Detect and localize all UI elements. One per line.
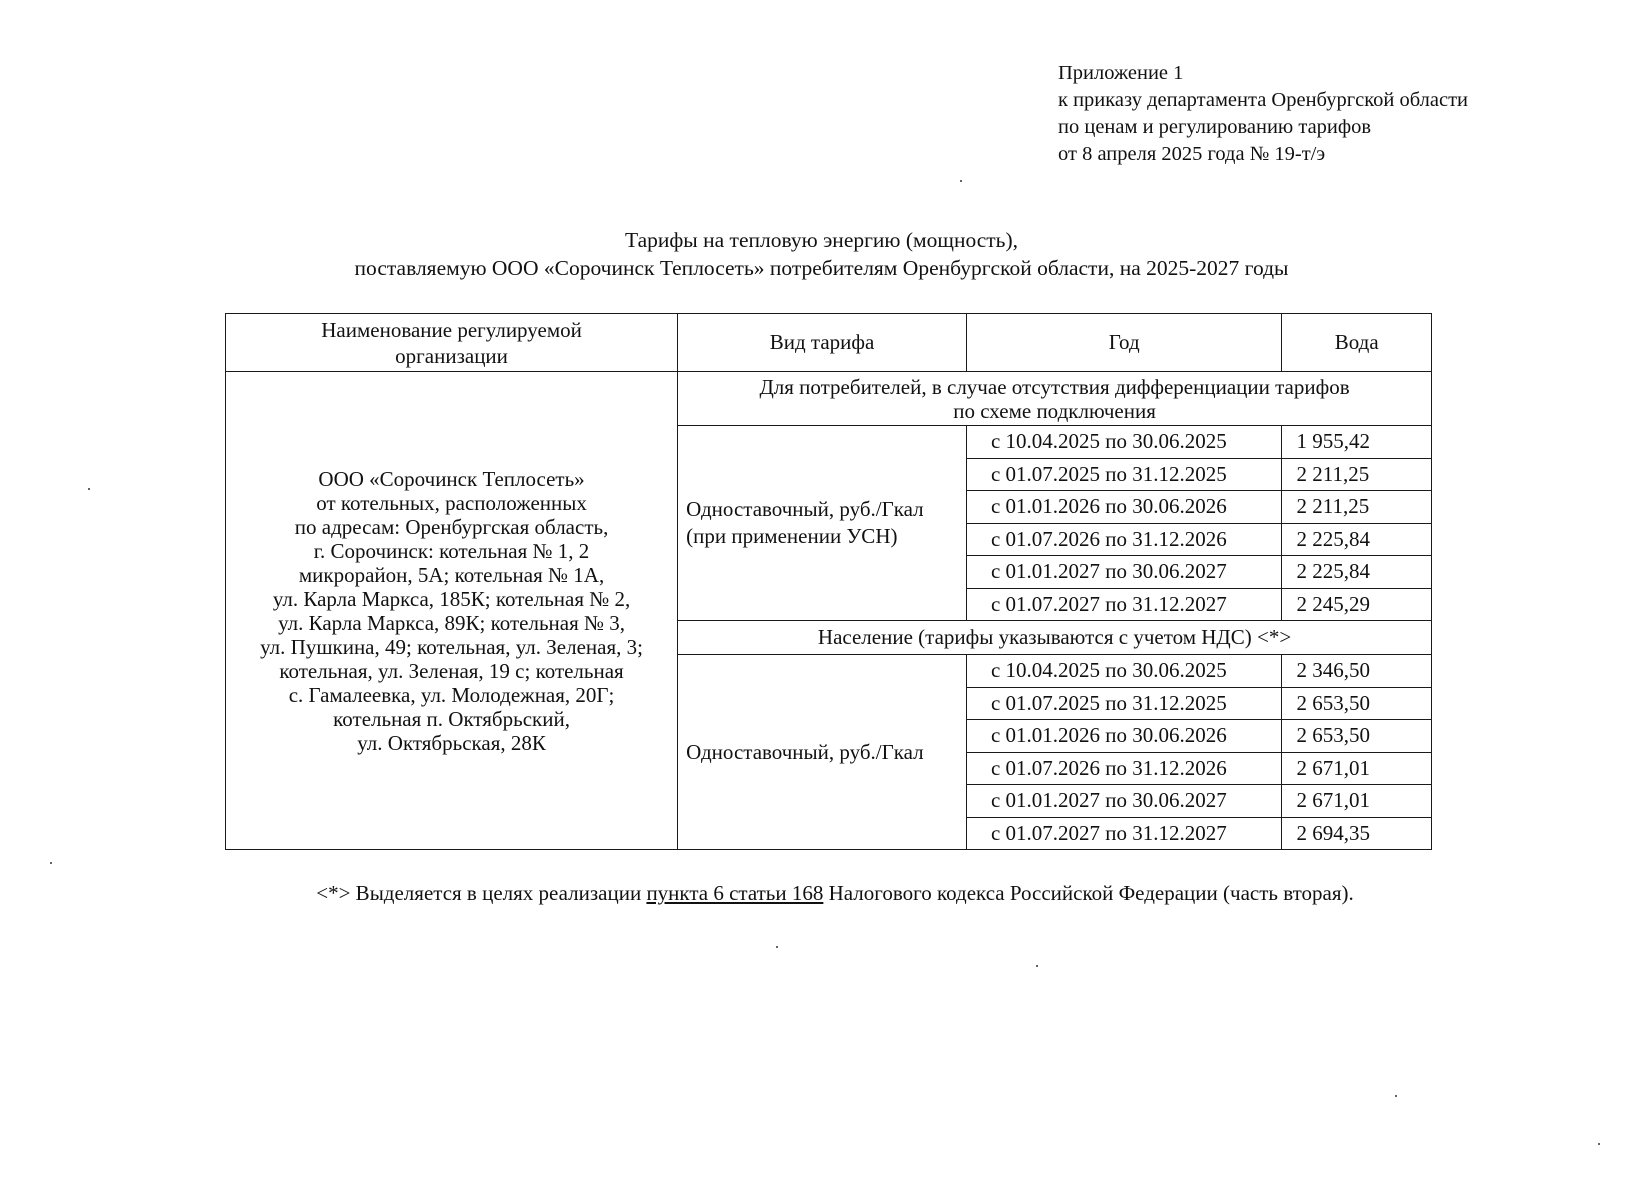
header-water: Вода xyxy=(1282,314,1432,372)
footnote xyxy=(200,880,1470,906)
org-line: ул. Октябрьская, 28К xyxy=(357,730,546,755)
tariff-table xyxy=(225,313,1432,850)
group-row-consumers xyxy=(226,372,1432,426)
org-line: котельная, ул. Зеленая, 19 с; котельная xyxy=(279,658,624,683)
footnote-prefix: <*> Выделяется в целях реализации xyxy=(316,881,647,905)
org-line: от котельных, расположенных xyxy=(316,490,587,515)
group-label-consumers xyxy=(678,372,1432,426)
water-value-cell: 2 346,50 xyxy=(1282,655,1432,688)
water-value-cell: 2 245,29 xyxy=(1282,588,1432,621)
title-line: поставляемую ООО «Сорочинск Теплосеть» потребителям Оренбургской области, на 2025-2027 годы xyxy=(354,256,1289,280)
scan-speck xyxy=(1036,965,1038,967)
period-cell: с 01.01.2026 по 30.06.2026 xyxy=(966,491,1282,524)
scan-speck xyxy=(1395,1095,1397,1097)
group-label-line: по схеме подключения xyxy=(953,398,1156,423)
period-cell: с 10.04.2025 по 30.06.2025 xyxy=(966,655,1282,688)
org-line: г. Сорочинск: котельная № 1, 2 xyxy=(313,538,590,563)
scan-speck xyxy=(88,488,90,490)
period-cell: с 01.07.2026 по 31.12.2026 xyxy=(966,752,1282,785)
footnote-suffix: Налогового кодекса Российской Федерации (часть вторая). xyxy=(823,881,1354,905)
scan-speck xyxy=(776,946,778,948)
header-tariff-type: Вид тарифа xyxy=(678,314,967,372)
org-line: ул. Карла Маркса, 89К; котельная № 3, xyxy=(278,610,626,635)
period-cell: с 01.07.2025 по 31.12.2025 xyxy=(966,687,1282,720)
water-value-cell: 2 653,50 xyxy=(1282,720,1432,753)
scan-speck xyxy=(1598,1143,1600,1145)
period-cell: с 01.07.2027 по 31.12.2027 xyxy=(966,817,1282,850)
header-year: Год xyxy=(966,314,1282,372)
scan-speck xyxy=(50,862,52,864)
org-cell xyxy=(226,372,678,850)
appendix-line: от 8 апреля 2025 года № 19-т/э xyxy=(1058,143,1326,165)
tariff-type-cell xyxy=(678,655,967,850)
table-header-row xyxy=(226,314,1432,372)
water-value-cell: 2 225,84 xyxy=(1282,523,1432,556)
tariff-type-line: Одноставочный, руб./Гкал xyxy=(686,739,924,764)
water-value-cell: 2 653,50 xyxy=(1282,687,1432,720)
group-label-line: Для потребителей, в случае отсутствия дифференциации тарифов xyxy=(759,374,1350,399)
org-line: ООО «Сорочинск Теплосеть» xyxy=(318,466,585,491)
scan-speck xyxy=(960,180,962,182)
appendix-line: по ценам и регулированию тарифов xyxy=(1058,116,1372,138)
appendix-block xyxy=(1058,60,1468,168)
org-line: по адресам: Оренбургская область, xyxy=(294,514,609,539)
org-line: микрорайон, 5А; котельная № 1А, xyxy=(298,562,605,587)
org-line: котельная п. Октябрьский, xyxy=(333,706,570,731)
period-cell: с 01.07.2026 по 31.12.2026 xyxy=(966,523,1282,556)
period-cell: с 01.07.2025 по 31.12.2025 xyxy=(966,458,1282,491)
period-cell: с 01.01.2027 по 30.06.2027 xyxy=(966,785,1282,818)
period-cell: с 10.04.2025 по 30.06.2025 xyxy=(966,426,1282,459)
tariff-type-line: (при применении УСН) xyxy=(686,524,898,548)
water-value-cell: 2 671,01 xyxy=(1282,752,1432,785)
water-value-cell: 2 211,25 xyxy=(1282,458,1432,491)
period-cell: с 01.01.2027 по 30.06.2027 xyxy=(966,556,1282,589)
org-line: ул. Карла Маркса, 185К; котельная № 2, xyxy=(272,586,631,611)
period-cell: с 01.07.2027 по 31.12.2027 xyxy=(966,588,1282,621)
org-line: с. Гамалеевка, ул. Молодежная, 20Г; xyxy=(288,682,615,707)
period-cell: с 01.01.2026 по 30.06.2026 xyxy=(966,720,1282,753)
footnote-legal-reference-link[interactable]: пункта 6 статьи 168 xyxy=(646,881,824,905)
appendix-line: Приложение 1 xyxy=(1058,62,1184,84)
org-line: ул. Пушкина, 49; котельная, ул. Зеленая, 3; xyxy=(260,634,643,659)
tariff-type-line: Одноставочный, руб./Гкал xyxy=(686,497,924,521)
water-value-cell: 2 225,84 xyxy=(1282,556,1432,589)
header-org: Наименование регулируемой организации xyxy=(226,314,678,372)
document-title xyxy=(213,226,1430,282)
appendix-line: к приказу департамента Оренбургской области xyxy=(1058,89,1468,111)
water-value-cell: 2 694,35 xyxy=(1282,817,1432,850)
group-label-population: Население (тарифы указываются с учетом НДС) <*> xyxy=(678,621,1432,655)
water-value-cell: 2 671,01 xyxy=(1282,785,1432,818)
water-value-cell: 2 211,25 xyxy=(1282,491,1432,524)
title-line: Тарифы на тепловую энергию (мощность), xyxy=(624,228,1019,252)
water-value-cell: 1 955,42 xyxy=(1282,426,1432,459)
tariff-type-cell xyxy=(678,426,967,621)
